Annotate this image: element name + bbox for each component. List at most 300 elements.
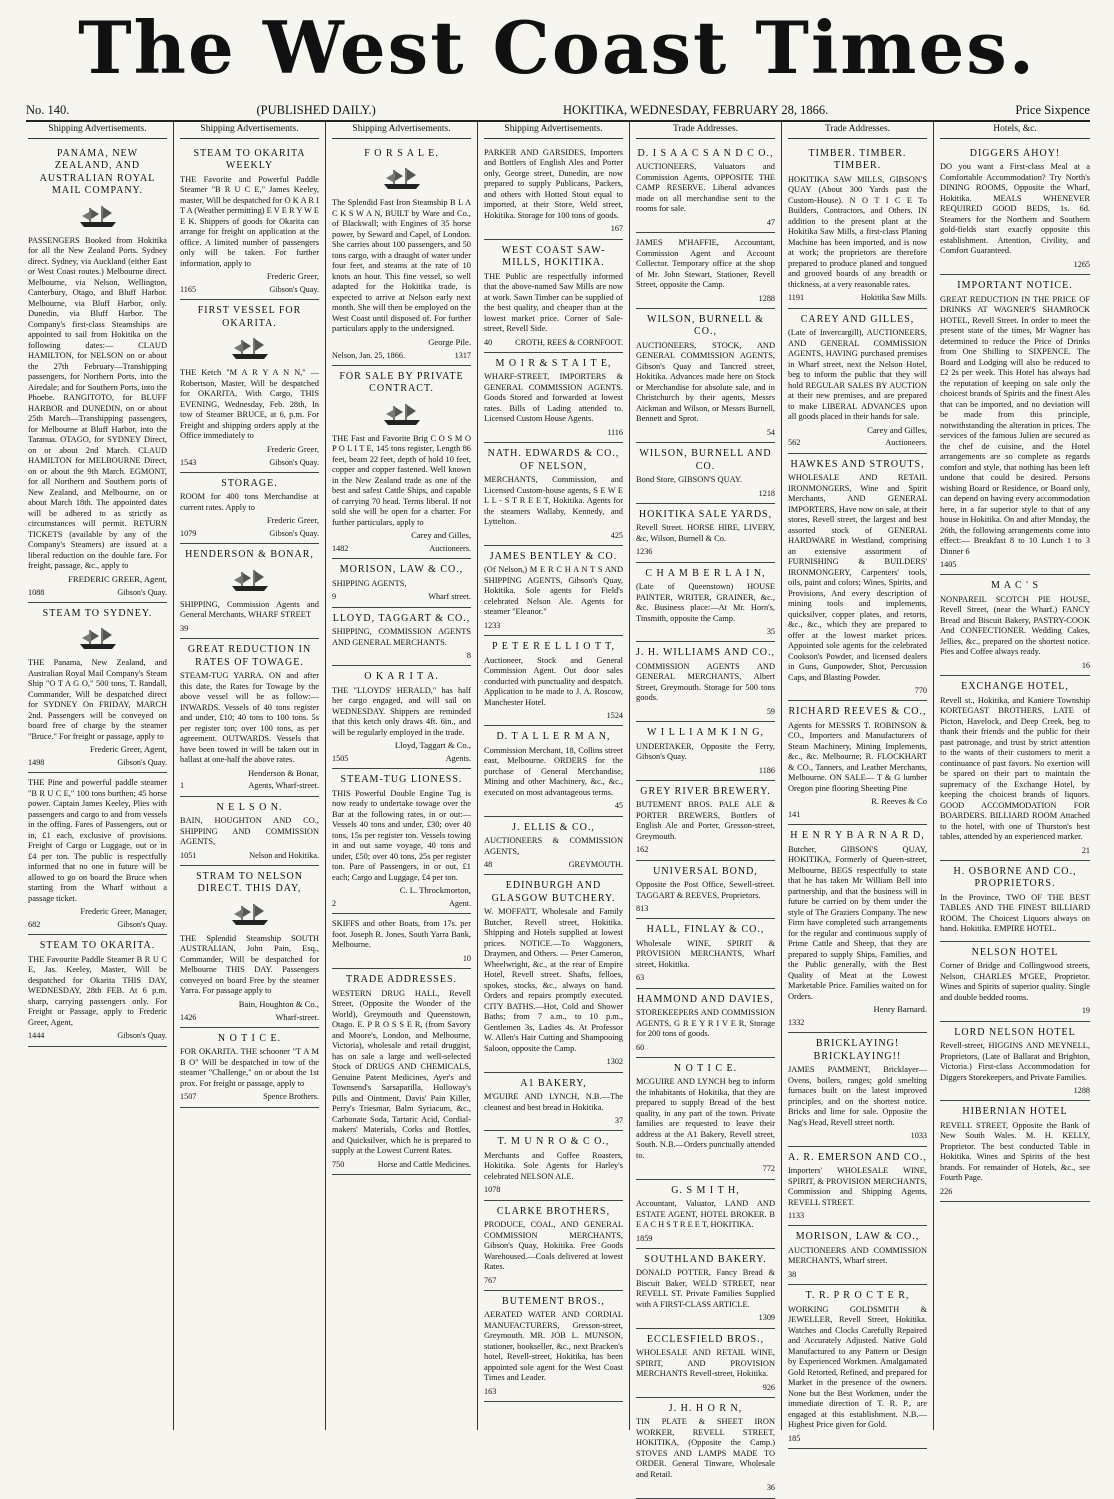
advertisement-address: 19 <box>1081 1006 1090 1016</box>
advertisement-body: GREAT REDUCTION IN THE PRICE OF DRINKS AT WAGNER'S SHAMROCK HOTEL, Revell Street. In order to meet the present state of the times, Mr Wagner has determined to reduce the Price of Drinks from One Shilling to SIXPENCE. The Board and Lodging will also be reduced to £2 2s per week. This Hotel has always had the reputation of keeping on sale only the choicest brands of Spirits and the finest Ales that can be imported, and no deviation will be made from this principle, notwithstanding the alteration in prices. The services of the famous Julien are secured as the chef de cuisine, and the Hotel arrangements are so complete as regards comfort and style, that nothing has been left undone that could be desired. Persons wishing Board or Residence, or Board only, can depend on having every accommodation here, in a far superior style to that of any house in Hokitika. On and after Monday, the 26th, the following arrangements come into effect:— Breakfast 8 to 10 Lunch 1 to 3 Dinner 6 <box>940 294 1090 556</box>
advertisement <box>788 309 927 454</box>
advertisement-signature: R. Reeves & Co <box>871 796 927 807</box>
advertisement-body: THE Fast and Favorite Brig C O S M O P O L I T E, 145 tons register, Length 86 feet, beam 22 feet, depth of hold 10 feet, copper and copper fastened. Well known in the New Zealand trade as one of the best and safest Cattle Ships, and capable of carrying 70 head. Terms liberal. If not sold she will be open for a charter. For further particulars, apply to <box>332 433 471 527</box>
advertisement-title: RICHARD REEVES & CO., <box>788 706 927 718</box>
advertisement-body: SKIFFS and other Boats, from 17s. per foot. Joseph R. Jones, South Yarra Bank, Melbourne. <box>332 919 471 950</box>
advertisement-title: H E N R Y B A R N A R D, <box>790 830 925 842</box>
advertisement <box>332 608 471 667</box>
advertisement-footer <box>332 544 471 554</box>
advertisement-title: BUTEMENT BROS., <box>502 1295 605 1307</box>
advertisement-title: O K A R I T A. <box>364 671 439 683</box>
advertisement-title: G. S M I T H, <box>671 1184 740 1196</box>
ship-icon <box>228 902 272 928</box>
advertisement-footer <box>180 458 319 468</box>
advertisement-number: 40 <box>484 337 493 347</box>
advertisement-address: 1288 <box>758 293 775 303</box>
advertisement-address: Wharf street. <box>428 592 471 602</box>
advertisement-body: (Late of Queenstown) HOUSE PAINTER, WRITER, GRAINER, &c., &c. Business place:—At Mr. Horn's, Tinsmith, opposite the Camp. <box>636 582 775 623</box>
advertisement-number: 1482 <box>332 544 349 554</box>
advertisement-footer <box>940 1086 1090 1096</box>
advertisement <box>28 773 167 935</box>
advertisement-title: WEST COAST SAW-MILLS, HOKITIKA. <box>501 244 606 269</box>
advertisement <box>636 642 775 722</box>
advertisement-title: EDINBURGH AND GLASGOW BUTCHERY. <box>491 880 616 904</box>
advertisement-title: LORD NELSON HOTEL <box>954 1026 1076 1038</box>
advertisement-number: 1088 <box>28 587 45 597</box>
advertisement-footer <box>484 531 623 541</box>
advertisement-footer <box>28 758 167 768</box>
advertisement-number: 1405 <box>940 560 957 570</box>
advertisement <box>788 1033 927 1146</box>
ship-icon <box>380 166 424 192</box>
advertisement-number: 9 <box>332 592 337 602</box>
column-1 <box>22 122 174 1430</box>
advertisement-number: 767 <box>484 1275 497 1285</box>
advertisement-address: Agents, Wharf-street. <box>248 781 319 791</box>
advertisement-address: 10 <box>462 953 471 963</box>
column-header: Hotels, &c. <box>940 124 1090 139</box>
advertisement-signature: Frederic Greer, Manager, <box>80 906 167 917</box>
advertisement-title: W I L L I A M K I N G, <box>647 727 764 739</box>
advertisement-number: 1 <box>180 781 185 791</box>
advertisement <box>636 989 775 1058</box>
advertisement-body: (Late of Invercargill), AUCTIONEERS, AND GENERAL COMMISSION AGENTS, HAVING purchased premises in Wharf street, next the Nelson Hotel, beg to inform the public that they will hold REGULAR SALES BY AUCTION at their new premises, and are prepared to make LIBERAL ADVANCES upon all goods placed in their hands for sale. <box>788 328 927 422</box>
advertisement-address: Spence Brothers. <box>263 1092 319 1102</box>
advertisement-body: THE Favorite and Powerful Paddle Steamer "B R U C E," James Keeley, master, Will be despatched for O K A R I T A (Weather permitting) E V E R Y W E E K. Shippers of goods for Okarita can arrange for freight on application at the office. A limited number of passengers only will be taken. For further information, apply to <box>180 174 319 268</box>
advertisement-footer <box>180 1092 319 1102</box>
advertisement-title: WILSON, BURNELL AND CO. <box>639 448 772 472</box>
advertisement-title: NATH. EDWARDS & CO., OF NELSON, <box>487 448 620 472</box>
advertisement-number: 1236 <box>636 547 653 557</box>
advertisement-title: ECCLESFIELD BROS., <box>646 1333 765 1345</box>
advertisement-body: STOREKEEPERS AND COMMISSION AGENTS, G R E Y R I V E R, Storage for 200 tons of goods. <box>636 1008 775 1039</box>
advertisement <box>332 366 471 559</box>
advertisement-title: HAWKES AND STROUTS, <box>790 458 925 470</box>
advertisement-address: 1524 <box>606 711 623 721</box>
advertisement-number: 63 <box>636 973 645 983</box>
advertisement <box>484 240 623 353</box>
advertisement-number: 1051 <box>180 850 197 860</box>
advertisement-footer <box>940 560 1090 570</box>
advertisement-title: D. I S A A C S A N D C O., <box>637 147 774 159</box>
advertisement-footer <box>332 899 471 909</box>
advertisement-title: HENDERSON & BONAR, <box>185 549 314 561</box>
advertisement-footer <box>484 1185 623 1195</box>
advertisement-footer <box>788 1434 927 1444</box>
advertisement-signature: Henry Barnard. <box>873 1004 927 1015</box>
advertisement-title: GREY RIVER BREWERY. <box>640 785 771 797</box>
ship-icon <box>228 568 272 594</box>
advertisement <box>332 769 471 914</box>
advertisement-body: ROOM for 400 tons Merchandise at current rates. Apply to <box>180 492 319 512</box>
advertisement-signature: Frederic Greer, Agent, <box>90 744 167 755</box>
advertisement-footer <box>484 801 623 811</box>
advertisement-title: GREAT REDUCTION IN RATES OF TOWAGE. <box>187 644 312 668</box>
advertisement-body: Revell-street, HIGGINS AND MEYNELL, Proprietors, (Late of Ballarat and Brighton, Victoria.) First-class Accommodation for Diggers Storekeepers, and Private Families. <box>940 1041 1090 1082</box>
advertisement-footer <box>180 1013 319 1023</box>
advertisement <box>636 563 775 643</box>
advertisement-signature: Lloyd, Taggart & Co., <box>394 740 471 751</box>
advertisement-address: GREYMOUTH. <box>568 860 623 870</box>
advertisement-address: 8 <box>466 651 471 661</box>
advertisement <box>180 143 319 300</box>
advertisement <box>636 1398 775 1499</box>
advertisement-footer <box>332 592 471 602</box>
advertisement <box>180 797 319 866</box>
advertisement-footer <box>332 754 471 764</box>
advertisement <box>332 666 471 769</box>
advertisement <box>28 603 167 773</box>
advertisement-number: 48 <box>484 860 493 870</box>
advertisement-footer <box>332 954 471 964</box>
advertisement <box>180 544 319 639</box>
advertisement-signature: Bain, Houghton & Co., <box>238 998 319 1009</box>
column-header: Shipping Advertisements. <box>484 124 623 139</box>
advertisement <box>788 1285 927 1449</box>
advertisement-signature: Carey and Gilles, <box>867 424 927 435</box>
advertisement-body: Auctioneer, Stock and General Commission Agent. Out door sales conducted with punctuality and despatch. Application to be made to J. A. Roscow, Manchester Hotel. <box>484 655 623 707</box>
advertisement-footer <box>788 810 927 820</box>
advertisement <box>788 143 927 309</box>
advertisement-footer <box>484 621 623 631</box>
advertisement-footer <box>636 845 775 855</box>
advertisement-footer <box>788 293 927 303</box>
advertisement-number: 1079 <box>180 529 197 539</box>
advertisement-footer <box>788 1018 927 1028</box>
advertisement-footer <box>484 1057 623 1067</box>
advertisement-address: 47 <box>766 217 775 227</box>
advertisement-address: 926 <box>762 1382 775 1392</box>
advertisement-body: SHIPPING AGENTS, <box>332 578 407 588</box>
advertisement <box>180 473 319 544</box>
advertisement-title: STEAM-TUG LIONESS. <box>340 774 463 786</box>
advertisement-title: CLARKE BROTHERS, <box>496 1205 611 1217</box>
advertisement-footer <box>940 846 1090 856</box>
advertisement <box>940 861 1090 942</box>
advertisement-number: 1444 <box>28 1031 45 1041</box>
advertisement-address: 45 <box>614 801 623 811</box>
advertisement-body: TIN PLATE & SHEET IRON WORKER, REVELL STREET, HOKITIKA, (Opposite the Camp.) STOVES AND LAMPS MADE TO ORDER. General Tinware, Wholesale and Retail. <box>636 1417 775 1479</box>
advertisement-body: STEAM-TUG YARRA. ON and after this date, the Rates for Towage by the above vessel will be as follow:— INWARDS. Vessels of 40 tons register and under, £10; 40 tons to 100 tons. 5s per register ton; over 100 tons, as per agreement. OUTWARDS. Vessels that have been towed in will be taken out in ballast at one-half the above rates. <box>180 671 319 765</box>
advertisement <box>788 701 927 825</box>
advertisement-footer <box>636 904 775 914</box>
advertisement-address: 1288 <box>1073 1086 1090 1096</box>
advertisement-footer <box>636 973 775 983</box>
advertisement-title: IMPORTANT NOTICE. <box>957 280 1073 292</box>
advertisement-title: HOKITIKA SALE YARDS, <box>638 508 773 520</box>
advertisement <box>484 1201 623 1291</box>
advertisement-footer <box>180 529 319 539</box>
advertisement-title: STEAM TO OKARITA. <box>39 940 156 952</box>
advertisement-number: 1332 <box>788 1018 805 1028</box>
advertisement-number: 1191 <box>788 293 805 303</box>
price: Price Sixpence <box>1015 102 1090 117</box>
advertisement-footer <box>484 860 623 870</box>
advertisement-body: Revell Street. HORSE HIRE, LIVERY, &c, Wilson, Burnell & Co. <box>636 523 775 543</box>
advertisement-body: REVELL STREET, Opposite the Bank of New South Wales. M. H. KELLY, Proprietor. The best conducted Table in Hokitika. Wines and Spirits of the best brands. For remainder of Hotels, &c., see Fourth Page. <box>940 1120 1090 1183</box>
advertisement-footer <box>940 661 1090 671</box>
advertisement-body: THE "LLOYDS' HERALD," has half her cargo engaged, and will sail on WEDNESDAY. Shippers are reminded that this ketch only draws 4ft. 6in., and will be regularly employed in the trade. <box>332 685 471 737</box>
advertisement-footer <box>636 1313 775 1323</box>
ship-icon <box>228 336 272 362</box>
advertisement-title: PANAMA, NEW ZEALAND, AND AUSTRALIAN ROYAL MAIL COMPANY. <box>39 147 156 197</box>
advertisement-footer <box>940 1006 1090 1016</box>
advertisement <box>484 143 623 240</box>
advertisement-footer <box>180 851 319 861</box>
advertisement-title: TIMBER. TIMBER. TIMBER. <box>808 147 907 172</box>
advertisement <box>636 1249 775 1329</box>
advertisement <box>636 781 775 861</box>
advertisement-number: 1505 <box>332 754 349 764</box>
advertisement-address: 1033 <box>910 1131 927 1141</box>
advertisement-body: Commission Merchant, 18, Collins street east, Melbourne. ORDERS for the purchase of General Merchandise, Mining and other Machinery, &c., &c., executed on most advantageous terms. <box>484 745 623 797</box>
advertisement-title: MORISON, LAW & CO., <box>795 1231 920 1243</box>
advertisement-footer <box>788 1211 927 1221</box>
advertisement-footer <box>484 711 623 721</box>
advertisement-title: CAREY AND GILLES, <box>800 313 915 325</box>
advertisement <box>484 636 623 726</box>
advertisement-number: 813 <box>636 904 649 914</box>
advertisement-body: DO you want a First-class Meal at a Comfortable Accommodation? Try North's DINING ROOMS, Opposite the Wharf, Hokitika. MEALS WHENEVER REQUIRED GOOD BEDS, 1s. 6d. Steamers for the Northern and Southern gold-fields start exactly opposite this establishment. Attention, Civility, and Comfort Guaranteed. <box>940 162 1090 256</box>
advertisement-footer <box>484 338 623 348</box>
advertisement-footer <box>332 351 471 361</box>
advertisement-title: T. R. P R O C T E R, <box>805 1290 910 1302</box>
advertisement-address: Agents. <box>445 754 471 764</box>
advertisement-number: 1233 <box>484 620 501 630</box>
ship-icon <box>380 402 424 428</box>
advertisement-number: 162 <box>636 845 649 855</box>
advertisement-address: Auctioneers. <box>429 544 471 554</box>
advertisement-number: 163 <box>484 1386 497 1396</box>
advertisement-footer <box>788 1131 927 1141</box>
ship-icon <box>76 204 120 230</box>
advertisement-number: 141 <box>788 810 801 820</box>
advertisement-title: STORAGE. <box>221 477 278 489</box>
advertisement-number: 1859 <box>636 1233 653 1243</box>
advertisement-title: WILSON, BURNELL & CO., <box>647 313 764 338</box>
columns <box>22 122 1096 1493</box>
ship-icon <box>76 626 120 652</box>
advertisement-address: Horse and Cattle Medicines. <box>377 1159 471 1169</box>
advertisement <box>636 861 775 920</box>
advertisement-body: WORKING GOLDSMITH & JEWELLER, Revell Street, Hokitika. Watches and Clocks Carefully Repaired and Accurately Adjusted. Native Gold Manufactured to any Pattern or Design by Experienced Workmen. Amalgamated Gold Retorted, Refined, and prepared for Market in the presence of the owners. None but the Best Workmen, under the immediate direction of T. R. P., are engaged at this establishment. N.B.—Highest Price given for Gold. <box>788 1304 927 1430</box>
advertisement-footer <box>484 1116 623 1126</box>
advertisement-footer <box>484 1387 623 1397</box>
advertisement-body: Wholesale WINE, SPIRIT & PROVISION MERCHANTS, Wharf street, Hokitika. <box>636 938 775 969</box>
advertisement-title: JAMES BENTLEY & CO. <box>489 550 618 562</box>
advertisement-body: BUTEMENT BROS. PALE ALE & PORTER BREWERS, Bottlers of English Ale and Porter, Gresson-street, Greymouth. <box>636 800 775 841</box>
advertisement <box>940 676 1090 861</box>
advertisement-title: HIBERNIAN HOTEL <box>962 1106 1068 1118</box>
advertisement-body: The Splendid Fast Iron Steamship B L A C K S W A N, BUILT by Ware and Co., of Blackwall; with Engines of 35 horse power, by Seward and Capel, of London. She carries about 100 passengers, and 50 tons cargo, with a draught of water under four feet, and steams at the rate of 10 knots an hour. This fine vessel, so well adapted for the Hokitika trade, is expected to arrive at Nelson early next month. She will then be employed on the West Coast until disposed of. For further particulars apply to the undersigned. <box>332 198 471 334</box>
advertisement-body: AUCTIONEERS, Valuators and Commission Agents, OPPOSITE THE CAMP RESERVE. Liberal advances made on all merchandise sent to the rooms for sale. <box>636 162 775 214</box>
advertisement <box>940 275 1090 575</box>
advertisement-footer <box>636 428 775 438</box>
advertisement-footer <box>788 438 927 448</box>
advertisement <box>484 875 623 1072</box>
advertisement-title: FIRST VESSEL FOR OKARITA. <box>197 305 302 329</box>
advertisement-address: 36 <box>766 1483 775 1493</box>
advertisement <box>788 1147 927 1227</box>
advertisement-number: 1165 <box>180 285 197 295</box>
advertisement-body: WHOLESALE AND RETAIL WINE, SPIRIT, AND PROVISION MERCHANTS Revell-street, Hokitika. <box>636 1348 775 1379</box>
advertisement-address: 1309 <box>758 1313 775 1323</box>
advertisement-footer <box>636 294 775 304</box>
advertisement <box>180 300 319 472</box>
advertisement-address: Gibson's Quay. <box>269 457 319 467</box>
advertisement-title: N O T I C E. <box>673 1062 738 1074</box>
advertisement <box>636 309 775 443</box>
advertisement-address: Wharf-street. <box>275 1012 319 1022</box>
advertisement-body: THE Pine and powerful paddle steamer "B R U C E," 100 tons burthen; 45 horse power. Captain James Keeley, Plies with passengers and cargo to and from vessels in the offing. Fares of Passengers, out or in, £1 each, exclusive of provisions. Freight of Cargo or Luggage, out or in £4 per ton. The public is respectfully informed that no one in future will be allowed to go on board the Bruce when starting from the Wharf without a passage ticket. <box>28 778 167 903</box>
advertisement-footer <box>180 781 319 791</box>
advertisement-title: N E L S O N. <box>216 801 283 813</box>
advertisement-body: THE Public are respectfully informed that the above-named Saw Mills are now at work. Sawn Timber can be supplied of the best quality, and cheaper than at the lowest market price. Corner of Sale-street, Revell Side. <box>484 271 623 334</box>
advertisement-address: CROTH, REES & CORNFOOT. <box>515 337 623 347</box>
advertisement-body: THE Panama, New Zealand, and Australian Royal Mail Company's Steam Ship "O T A G O," 500 tons, T. Randall, Commander, Will be despatched direct for SYDNEY On FRIDAY, MARCH 2nd. Passengers will be conveyed on board free of charge by the steamer "Bruce." For freight or passage, apply to <box>28 658 167 741</box>
advertisement-body: UNDERTAKER, Opposite the Ferry, Gibson's Quay. <box>636 741 775 762</box>
advertisement-footer <box>636 707 775 717</box>
advertisement-title: A. R. EMERSON AND CO., <box>788 1151 927 1163</box>
advertisement <box>636 233 775 309</box>
advertisement-footer <box>636 218 775 228</box>
masthead <box>0 6 1114 90</box>
advertisement-title: N O T I C E. <box>217 1032 282 1044</box>
advertisement-signature: Henderson & Bonar, <box>247 767 319 778</box>
advertisement-title: FOR SALE BY PRIVATE CONTRACT. <box>339 370 464 395</box>
advertisement-footer <box>332 651 471 661</box>
advertisement <box>332 143 471 366</box>
advertisement-address: 770 <box>914 686 927 696</box>
advertisement <box>636 143 775 233</box>
advertisement-title: DIGGERS AHOY! <box>969 147 1061 159</box>
advertisement-address: Gibson's Quay. <box>117 920 167 930</box>
advertisement-footer <box>180 285 319 295</box>
advertisement <box>180 1028 319 1108</box>
advertisement-footer <box>484 1276 623 1286</box>
advertisement-number: 562 <box>788 438 801 448</box>
advertisement-footer <box>636 547 775 557</box>
advertisement-body: Butcher, GIBSON'S QUAY, HOKITIKA, Formerly of Queen-street, Melbourne, BEGS respectfully to state that he has taken Mr William Bell into partnership, and that the business will in future be carried on by them under the style of The Graziers Company. The new Firm have completed such arrangements for the regular and continuous supply of Prime Cattle and Sheep, that they are prepared to supply Ships, Families, and the Public generally, with the Best Quality of Meat at the Lowest Marketable Price. Families waited on for Orders. <box>788 844 927 1001</box>
advertisement-address: 54 <box>766 427 775 437</box>
advertisement <box>636 1329 775 1398</box>
advertisement <box>940 1101 1090 1202</box>
advertisement-address: Auctioneers. <box>885 438 927 448</box>
advertisement-title: BRICKLAYING! BRICKLAYING!! <box>813 1038 902 1062</box>
advertisement-title: C H A M B E R L A I N, <box>645 567 766 579</box>
advertisement-body: JAMES PAMMENT, Bricklayer—Ovens, boilers, ranges; gold smelting furnaces built on the latest improved principles, and on the shortest notice. Bricks and lime for sale. Opposite the Nag's Head, Revell street north. <box>788 1065 927 1127</box>
advertisement-address: 1302 <box>606 1057 623 1067</box>
advertisement <box>940 143 1090 275</box>
advertisement-number: 750 <box>332 1159 345 1169</box>
advertisement-body: In the Province, TWO OF THE BEST TABLES AND THE FINEST BILLIARD ROOM. The Choicest Liquors always on hand. Hokitika. EMPIRE HOTEL. <box>940 892 1090 934</box>
advertisement-body: Accountant, Valuator, LAND AND ESTATE AGENT, HOTEL BROKER. B E A C H S T R E E T, HOKITIKA. <box>636 1199 775 1230</box>
advertisement-body: THE Splendid Steamship SOUTH AUSTRALIAN, John Pain, Esq., Commander, Will be despatched for Melbourne THIS DAY. Passengers conveyed on board Free by the steamer Yarra. For passage apply to <box>180 933 319 996</box>
advertisement-body: NONPAREIL SCOTCH PIE HOUSE, Revell Street, (near the Wharf.) FANCY Bread and Biscuit Bakery, PASTRY-COOK And CONFECTIONER. Wedding Cakes, Jellies, &c., prepared on the shortest notice. Pies and Coffee always ready. <box>940 594 1090 657</box>
advertisement-address: 37 <box>614 1116 623 1126</box>
advertisement <box>636 443 775 504</box>
advertisement-title: A1 BAKERY, <box>520 1077 587 1089</box>
advertisement-number: 185 <box>788 1433 801 1443</box>
advertisement <box>788 1226 927 1285</box>
advertisement-number: 1078 <box>484 1185 501 1195</box>
advertisement-body: AUCTIONEERS & COMMISSION AGENTS, <box>484 836 623 856</box>
advertisement <box>484 1073 623 1132</box>
advertisement <box>636 1180 775 1249</box>
advertisement <box>636 722 775 781</box>
advertisement-footer <box>636 1234 775 1244</box>
advertisement <box>484 353 623 443</box>
advertisement-title: STEAM TO OKARITA WEEKLY <box>193 147 306 172</box>
advertisement-title: MORISON, LAW & CO., <box>339 564 464 576</box>
advertisement <box>788 825 927 1033</box>
advertisement-address: 1218 <box>758 488 775 498</box>
advertisement-footer <box>636 1483 775 1493</box>
advertisement-footer <box>180 624 319 634</box>
advertisement-address: 1265 <box>1073 259 1090 269</box>
advertisement-address: 59 <box>766 706 775 716</box>
advertisement-title: TRADE ADDRESSES. <box>345 974 457 986</box>
advertisement-body: SHIPPING, Commission Agents and General Merchants, WHARF STREET <box>180 599 319 620</box>
advertisement-title: STEAM TO SYDNEY. <box>42 607 153 619</box>
advertisement <box>484 546 623 636</box>
advertisement <box>484 817 623 876</box>
advertisement-address: Gibson's Quay. <box>117 1031 167 1041</box>
advertisement-body: THE Favourite Paddle Steamer B R U C E, Jas. Keeley, Master, Will be despatched for Okarita THIS DAY, WEDNESDAY, 28th FEB. At 6 p.m. sharp, carrying passengers only. For Freight or Passage, apply to Frederic Greer, Agent, <box>28 954 167 1027</box>
advertisement-title: T. M U N R O & C O., <box>497 1136 610 1148</box>
advertisement-title: EXCHANGE HOTEL, <box>961 681 1069 693</box>
advertisement <box>940 942 1090 1022</box>
advertisement-body: MCGUIRE AND LYNCH beg to inform the inhabitants of Hokitika, that they are prepared to supply Bread of the best quality, in any part of the town. Private families are requested to leave their address at the A1 Bakery, Revell street, South. N.B.—Orders punctually attended to. <box>636 1077 775 1160</box>
advertisement-address: 21 <box>1081 845 1090 855</box>
advertisement <box>484 726 623 816</box>
advertisement-footer <box>28 588 167 598</box>
advertisement-signature: Frederic Greer, <box>266 271 319 282</box>
advertisement <box>28 935 167 1046</box>
advertisement-number: 1507 <box>180 1092 197 1102</box>
advertisement-footer <box>332 1160 471 1170</box>
advertisement <box>788 454 927 702</box>
advertisement-signature: Carey and Gilles, <box>411 530 471 541</box>
advertisement-number: 1543 <box>180 457 197 467</box>
advertisement-title: J. ELLIS & CO., <box>512 821 595 833</box>
advertisement-footer <box>636 1164 775 1174</box>
column-2 <box>174 122 326 1430</box>
advertisement-body: AUCTIONEERS AND COMMISSION MERCHANTS, Wharf street. <box>788 1245 927 1266</box>
advertisement-address: 35 <box>766 627 775 637</box>
advertisement-title: H. OSBORNE AND CO., PROPRIETORS. <box>953 865 1077 890</box>
advertisement-title: F O R S A L E. <box>364 147 439 159</box>
advertisement-number: 39 <box>180 623 189 633</box>
advertisement-body: PASSENGERS Booked from Hokitika for all the New Zealand Ports. Sydney direct. Sydney, via Auckland (either East or West Coast routes.) Melbourne direct. Melbourne, via Nelson, Wellington, Canterbury, Otago, and Bluff Harbor. Melbourne, via Bluff Harbor, only. Dunedin, via Bluff Harbor. The Company's first-class Steamships are appointed to sail from Hokitika on the following dates:— CLAUD HAMILTON, for NELSON on or about the 27th February—Transhipping passengers, for Northern Ports, into the Airedale; and for Southern Ports, into the Phoebe. RANGITOTO, for BLUFF HARBOR and DUNEDIN, on or about 25th March—Transhipping passengers, for Melbourne at Bluff Harbor, into the Taranua. OTAGO, for SYDNEY Direct, on or about 2nd March. CLAUD HAMILTON for MELBOURNE Direct, on or about the 9th March. EGMONT, for all Northern and Southern ports of New Zealand, and Melbourne, on or about March 18th. The appointed dates will be adhered to as strictly as circumstances will permit. RETURN TICKETS (available by any of the Company's Steamers) are issued at a liberal reduction on the double fare. For freight, passage, &c., apply to <box>28 235 167 571</box>
advertisement-address: 772 <box>762 1164 775 1174</box>
advertisement-footer <box>636 1043 775 1053</box>
published-note: (PUBLISHED DAILY.) <box>256 102 376 117</box>
column-3 <box>326 122 478 1430</box>
advertisement <box>180 639 319 796</box>
advertisement-body: Corner of Bridge and Collingwood streets, Nelson, CHARLES M'GEE, Proprietor. Wines and Spirits of superior quality. Single and double bedded rooms. <box>940 961 1090 1002</box>
advertisement-footer <box>28 1031 167 1041</box>
advertisement-title: D. T A L L E R M A N, <box>496 731 611 743</box>
column-header: Trade Addresses. <box>788 124 927 139</box>
advertisement-body: THIS Powerful Double Engine Tug is now ready to undertake towage over the Bar at the following rates, in or out:— Vessels 40 tons and under, £30; over 40 tons, 15s per register ton. Vessels towing in and out same voyage, 40 tons and under, £50; over 40 tons, 25s per register ton. Pare of Passengers, in or out, £1 each; Cargo and Luggage, £4 per ton. <box>332 788 471 882</box>
advertisement-title: M O I R & S T A I T E, <box>495 357 612 369</box>
advertisement-number: 1426 <box>180 1012 197 1022</box>
advertisement-body: WHOLESALE AND RETAIL IRONMONGERS, Wine and Spirit Merchants, AND GENERAL IMPORTERS, Have now on sale, at their stores, Revell street, the largest and best assorted stock of GENERAL HARDWARE in Westland, comprising an extensive assortment of FURNISHING & BUILDERS' IRONMONGERY, Carpenters' tools, oils, paint and colors; Wines, Spirits, and Provisions, And every description of mining tools and implements, quicksilver, copper plates, and retorts, &c., &c., which they are prepared to offer at the lowest market prices. Appointed sole agents for the celebrated Cookson's Powder, and licensed dealers in Guns, Gunpowder, Shot, Percussion Caps, and Blasting Powder. <box>788 473 927 682</box>
advertisement-footer <box>484 428 623 438</box>
advertisement-address: Agent. <box>448 899 471 909</box>
advertisement-body: WHARF-STREET, IMPORTERS & GENERAL COMMISSION AGENTS. Goods Stored and forwarded at lowest rates. Bills of Lading attended to. Licensed Custom House Agents. <box>484 372 623 424</box>
